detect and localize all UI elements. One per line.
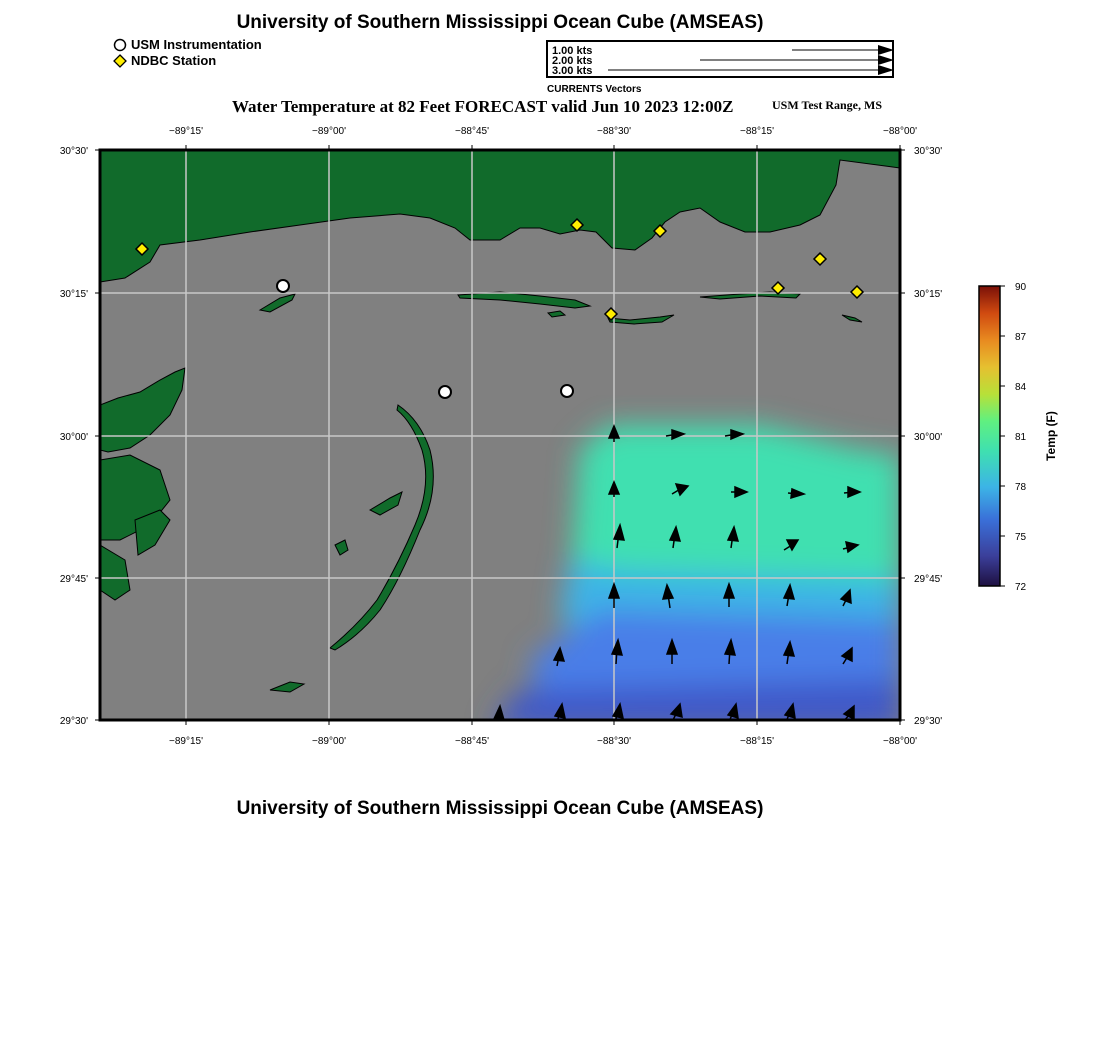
lat-tick-label: 30°00' [59,432,88,443]
colorbar-tick-label: 72 [1015,582,1027,593]
lon-tick-label: −88°30' [597,126,631,137]
lon-tick-label: −89°00' [312,126,346,137]
lat-tick-label: 29°45' [914,574,943,585]
lon-tick-label: −88°15' [740,126,774,137]
usm-station-marker[interactable] [439,386,451,398]
lat-labels-right [914,146,942,727]
usm-station-marker[interactable] [277,280,289,292]
lat-tick-label: 30°30' [59,146,88,157]
lon-tick-label: −89°00' [312,736,346,747]
lon-labels-top [169,126,917,137]
legend-usm-label: USM Instrumentation [131,37,262,52]
lat-tick-label: 30°15' [59,289,88,300]
vector-caption: CURRENTS Vectors [547,84,642,95]
map-region: USM Test Range, MS [772,98,883,112]
lon-tick-label: −89°15' [169,126,203,137]
usm-station-marker[interactable] [561,385,573,397]
lon-tick-label: −89°15' [169,736,203,747]
page-title-bottom: University of Southern Mississippi Ocean Cube (AMSEAS) [236,798,764,819]
lon-tick-label: −88°15' [740,736,774,747]
colorbar-label: Temp (F) [1044,411,1058,461]
lat-tick-label: 29°30' [914,716,943,727]
lon-tick-label: −88°00' [883,126,917,137]
lon-labels-bottom [169,736,917,747]
map-subtitle: Water Temperature at 82 Feet FORECAST valid Jun 10 2023 12:00Z [232,97,734,116]
legend-ndbc-label: NDBC Station [131,53,217,68]
colorbar-gradient [979,286,1000,586]
colorbar-tick-label: 78 [1015,482,1027,493]
lat-labels-left [60,146,88,727]
vector-scale-label: 2.00 kts [552,55,593,67]
colorbar-tick-label: 81 [1015,432,1027,443]
colorbar [979,282,1058,593]
lat-tick-label: 29°45' [59,574,88,585]
lat-tick-label: 30°30' [914,146,943,157]
lon-tick-label: −88°45' [455,736,489,747]
lon-tick-label: −88°00' [883,736,917,747]
lon-tick-label: −88°30' [597,736,631,747]
map-area [100,150,900,730]
colorbar-tick-label: 87 [1015,332,1027,343]
vector-scale-label: 3.00 kts [552,65,593,77]
lat-tick-label: 29°30' [59,716,88,727]
vector-scale-label: 1.00 kts [552,45,593,57]
page-title: University of Southern Mississippi Ocean Cube (AMSEAS) [236,12,764,33]
lat-tick-label: 30°15' [914,289,943,300]
colorbar-tick-label: 84 [1015,382,1027,393]
lon-tick-label: −88°45' [455,126,489,137]
colorbar-tick-label: 75 [1015,532,1027,543]
colorbar-tick-label: 90 [1015,282,1027,293]
lat-tick-label: 30°00' [914,432,943,443]
